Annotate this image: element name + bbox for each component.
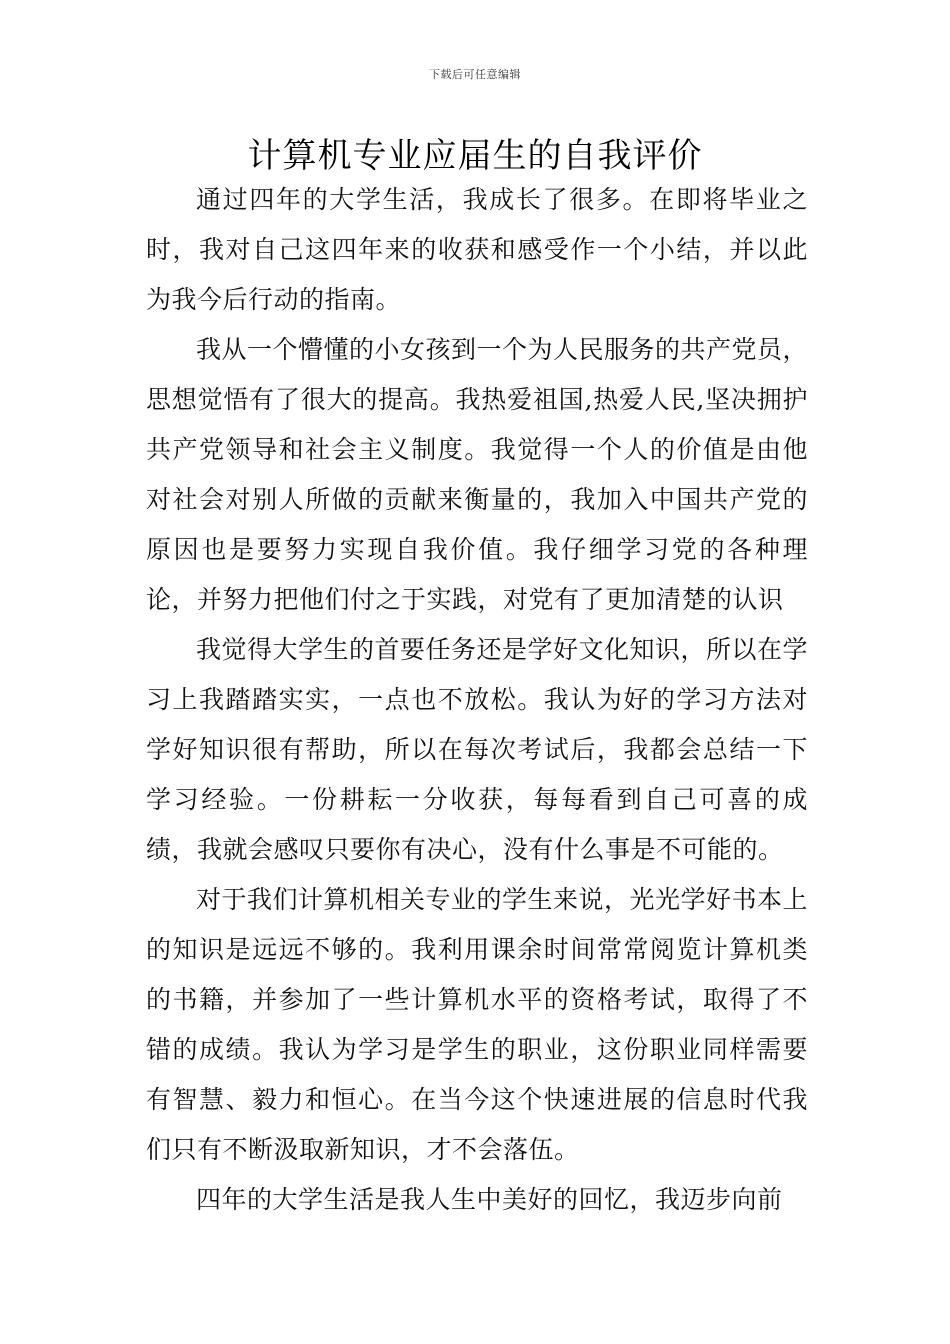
paragraph: 对于我们计算机相关专业的学生来说，光光学好书本上的知识是远远不够的。我利用课余时间常常阅览计算机类的书籍，并参加了一些计算机水平的资格考试，取得了不错的成绩。我认为学习是学生的职业，这份职业同样需要有智慧、毅力和恒心。在当今这个快速进展的信息时代我们只有不断汲取新知识，才不会落伍。 [146,885,809,1164]
header-note: 下载后可任意编辑 [429,68,521,81]
document-title: 计算机专业应届生的自我评价 [247,136,703,176]
document-body [146,175,808,1225]
paragraph: 通过四年的大学生活，我成长了很多。在即将毕业之时，我对自己这四年来的收获和感受作一个小结，并以此为我今后行动的指南。 [146,185,808,314]
paragraph: 我觉得大学生的首要任务还是学好文化知识，所以在学习上我踏踏实实，一点也不放松。我认为好的学习方法对学好知识很有帮助，所以在每次考试后，我都会总结一下学习经验。一份耕耘一分收获，每每看到自己可喜的成绩，我就会感叹只要你有决心，没有什么事是不可能的。 [146,635,809,864]
paragraph: 我从一个懵懂的小女孩到一个为人民服务的共产党员，思想觉悟有了很大的提高。我热爱祖国,热爱人民,坚决拥护共产党领导和社会主义制度。我觉得一个人的价值是由他对社会对别人所做的贡献来衡量的，我加入中国共产党的原因也是要努力实现自我价值。我仔细学习党的各种理论，并努力把他们付之于实践，对党有了更加清楚的认识 [146,335,809,614]
paragraph: 四年的大学生活是我人生中美好的回忆，我迈步向前 [196,1185,783,1214]
